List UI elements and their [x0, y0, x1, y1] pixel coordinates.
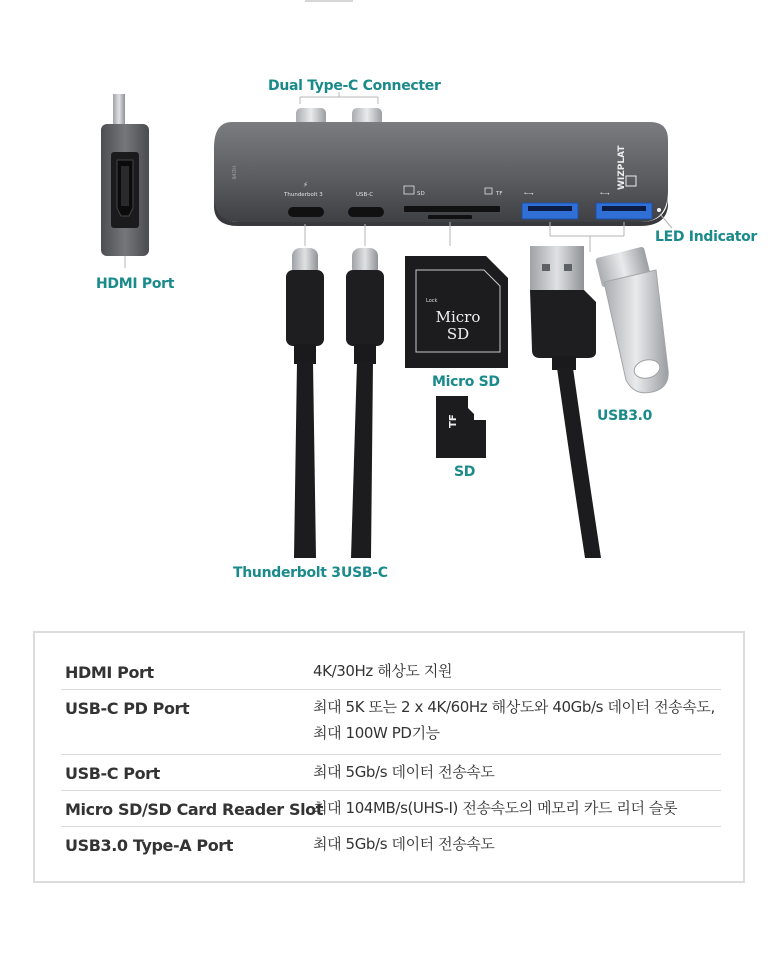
spec-name: HDMI Port — [65, 663, 154, 682]
hub-label-sd: SD — [417, 191, 425, 197]
svg-text:⭠⭢: ⭠⭢ — [600, 190, 610, 197]
thunderbolt-port — [288, 207, 324, 217]
hdmi-side-view — [101, 94, 149, 268]
label-usb30: USB3.0 — [597, 408, 653, 424]
spec-desc: 최대 5Gb/s 데이터 전송속도 — [313, 763, 495, 781]
label-dual-type-c: Dual Type-C Connecter — [268, 78, 441, 94]
label-usb-c: USB-C — [341, 565, 388, 581]
spec-name: USB-C PD Port — [65, 699, 190, 718]
spec-desc: 4K/30Hz 해상도 지원 — [313, 662, 453, 680]
sd-text-2: SD — [446, 325, 470, 343]
spec-row — [61, 826, 721, 862]
spec-name: Micro SD/SD Card Reader Slot — [65, 800, 324, 819]
svg-text:⭠⭢: ⭠⭢ — [524, 190, 534, 197]
spec-row — [61, 754, 721, 791]
microsd-text: TF — [448, 414, 459, 428]
led-dot — [657, 208, 661, 212]
spec-desc: 최대 104MB/s(UHS-I) 전송속도의 메모리 카드 리더 슬롯 — [313, 799, 678, 817]
spec-desc-2: 최대 100W PD기능 — [313, 724, 440, 742]
sd-card — [405, 256, 508, 368]
spec-desc: 최대 5K 또는 2 x 4K/60Hz 해상도와 40Gb/s 데이터 전송속도, — [313, 698, 715, 716]
svg-text:HDMI: HDMI — [230, 166, 236, 180]
usb-a-cable — [530, 246, 601, 558]
sd-text-1: Micro — [435, 308, 481, 326]
label-thunderbolt3: Thunderbolt 3 — [233, 565, 341, 581]
thunderbolt-cable — [286, 248, 324, 558]
label-micro-sd: Micro SD — [432, 374, 500, 390]
microsd-card — [436, 396, 486, 458]
hub-label-usbc: USB-C — [356, 192, 374, 198]
top-mark — [305, 0, 353, 2]
hub-label-thunderbolt: Thunderbolt 3 — [284, 192, 323, 198]
label-led-indicator: LED Indicator — [655, 229, 758, 245]
spec-row — [61, 790, 721, 827]
sd-slot — [404, 206, 500, 212]
spec-desc: 최대 5Gb/s 데이터 전송속도 — [313, 835, 495, 853]
spec-row — [61, 653, 721, 690]
spec-row — [61, 689, 721, 755]
tf-slot — [428, 215, 472, 219]
usb-flash-drive — [595, 246, 668, 392]
sd-lock-text: Lock — [426, 298, 438, 304]
spec-table — [33, 631, 745, 883]
label-hdmi-port: HDMI Port — [96, 276, 175, 292]
hub-brand: WIZPLAT — [617, 145, 627, 190]
hub-body — [214, 122, 668, 226]
dual-type-c-connectors — [296, 92, 382, 126]
spec-name: USB3.0 Type-A Port — [65, 836, 234, 855]
usbc-cable — [346, 248, 384, 558]
svg-text:⚡: ⚡ — [303, 181, 308, 189]
hub-label-tf: TF — [496, 191, 503, 197]
usbc-port — [348, 207, 384, 217]
spec-name: USB-C Port — [65, 764, 160, 783]
label-sd: SD — [454, 464, 476, 480]
